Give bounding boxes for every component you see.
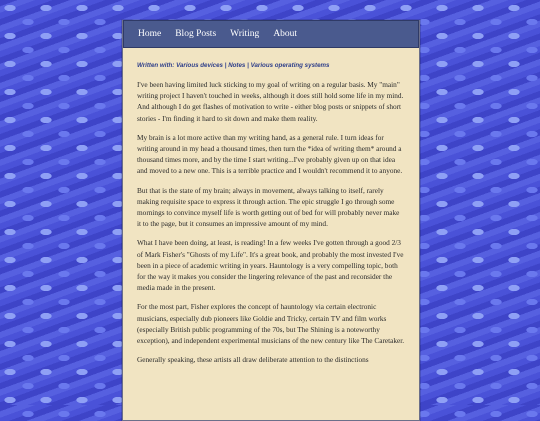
article-paragraph: Generally speaking, these artists all draw deliberate attention to the distinctions xyxy=(137,355,369,365)
meta-separator: | xyxy=(224,62,227,69)
top-nav xyxy=(123,20,419,48)
nav-blog-posts[interactable]: Blog Posts xyxy=(175,29,217,39)
nav-writing[interactable]: Writing xyxy=(230,29,260,39)
meta-notes: Notes xyxy=(228,62,246,69)
written-with-meta xyxy=(137,62,405,69)
meta-os: Various operating systems xyxy=(250,62,330,69)
article-paragraph: My brain is a lot more active than my writing hand, as a general rule. I turn ideas for writing around in my head a thousand times, then turn the *idea of writing them* around a thousand times more, and by the time I start writing...I've probably given up on that idea and moved to a new one. This is a terrible practice and I wouldn't recommend it to anyone. xyxy=(137,132,403,176)
article-paragraph: For the most part, Fisher explores the concept of hauntology via certain electronic musicians, especially dub pioneers like Goldie and Tricky, certain TV and film works (especially British public programming of the 70s, but The Shining is a noteworthy exception), and independent experimental musicians of the new century like The Caretaker. xyxy=(137,302,405,346)
article-paragraph: What I have been doing, at least, is reading! In a few weeks I've gotten through a good 2/3 of Mark Fisher's "Ghosts of my Life". It's a great book, and probably the most invested I've been in a piece of academic writing in years. Hauntology is a very compelling topic, both for the way it makes you consider the lingering relevance of the past and reconsider the media made in the present. xyxy=(137,238,404,293)
article-paragraph: But that is the state of my brain; always in movement, always talking to itself, rarely making requisite space to express it through action. The epic struggle I go through some mornings to convince myself life is worth getting out of bed for will probably never make it to the page, but it consumes an impressive amount of my mind. xyxy=(137,185,400,229)
article-paragraph: I've been having limited luck sticking to my goal of writing on a regular basis. My "main" writing project I haven't touched in weeks, although it does still hold some life in my mind. And although I do get flashes of motivation to write - either blog posts or snippets of short stories - I'm finding it hard to sit down and make them reality. xyxy=(137,80,404,123)
nav-home[interactable]: Home xyxy=(138,29,162,39)
meta-devices: Various devices xyxy=(176,62,223,69)
meta-prefix: Written with: xyxy=(137,62,175,69)
nav-about[interactable]: About xyxy=(273,29,298,39)
meta-separator: | xyxy=(247,62,249,69)
page-panel xyxy=(122,20,420,421)
article-content xyxy=(123,48,419,365)
